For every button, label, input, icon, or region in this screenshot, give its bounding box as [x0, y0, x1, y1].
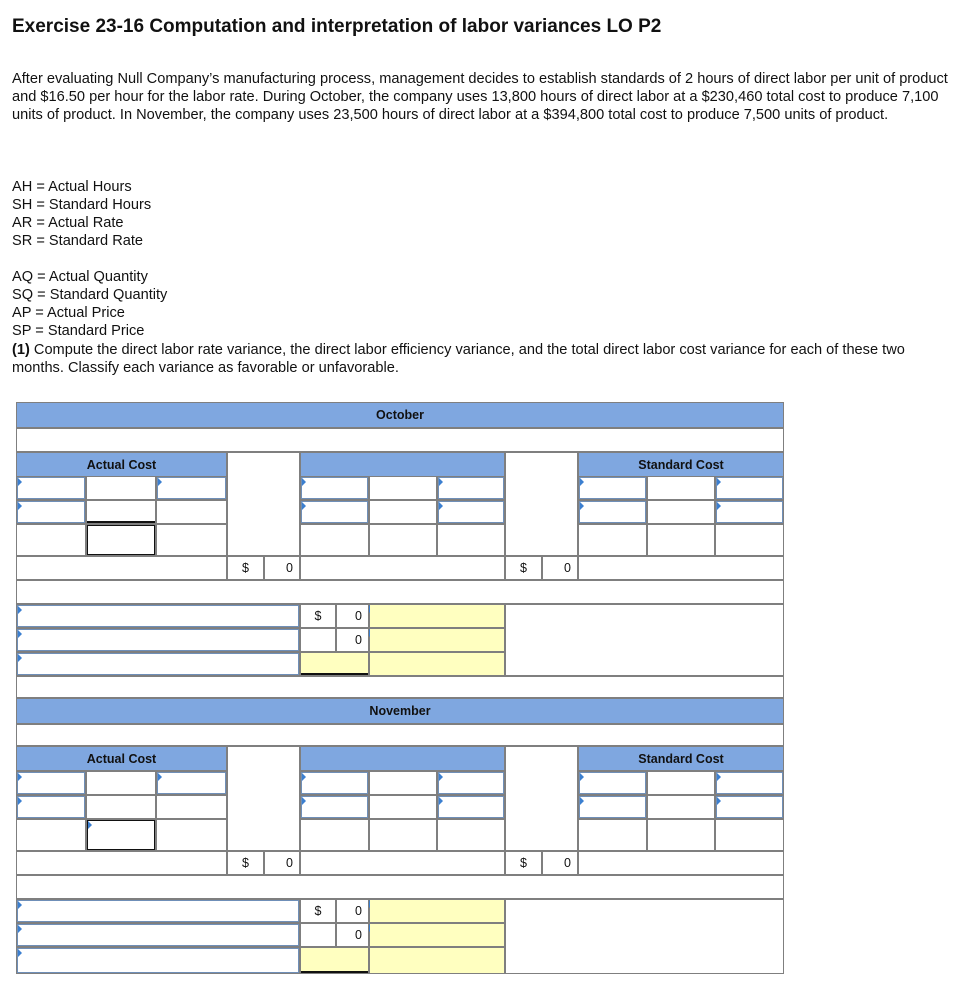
nov-total-variance-classification[interactable] — [370, 948, 504, 973]
nov-total-variance-value[interactable] — [301, 948, 368, 973]
nov-mid-cell-b — [370, 820, 436, 850]
nov-totals-blank-b — [301, 852, 504, 874]
nov-middle-header — [301, 747, 504, 770]
variance-worksheet — [16, 402, 784, 974]
nov-rate-variance-currency: $ — [301, 900, 335, 922]
nov-std-sh-value[interactable] — [648, 772, 714, 794]
nov-rate-variance-classification[interactable] — [370, 900, 504, 922]
problem-intro: After evaluating Null Company’s manufacturing process, management decides to establish standards of 2 hours of direct labor per unit of product and $16.50 per hour for the labor rate. During October, the company uses 13,800 hours of direct labor at a $230,460 total cost to produce 7,100 units of product. In November, the company uses 23,500 hours of direct labor at a $394,800 total cost to produce 7,500 units of product. — [12, 71, 948, 123]
nov-rate-variance-label[interactable] — [17, 900, 299, 922]
nov-std-cell-a — [579, 820, 646, 850]
oct-std-sr-label[interactable] — [579, 501, 646, 523]
nov-std-sh-label[interactable] — [579, 772, 646, 794]
oct-mid-ah-label[interactable] — [301, 477, 368, 499]
spacer-row — [17, 429, 783, 451]
nov-actual-total-input[interactable] — [87, 820, 155, 850]
question-1 — [12, 341, 956, 377]
nov-total-variance-label[interactable] — [17, 948, 299, 973]
oct-std-sh-label[interactable] — [579, 477, 646, 499]
oct-rate-variance-currency: $ — [301, 605, 335, 627]
oct-mid-blank[interactable] — [438, 501, 504, 523]
spacer-row — [17, 876, 783, 898]
oct-std-sh-value[interactable] — [648, 477, 714, 499]
oct-actual-cell — [157, 525, 226, 555]
spacer-row — [17, 725, 783, 745]
oct-actual-total-blank — [228, 453, 299, 555]
oct-mid-sr-input[interactable] — [370, 501, 436, 523]
oct-standard-total-blank — [506, 453, 577, 555]
oct-total-variance-classification[interactable] — [370, 653, 504, 675]
oct-rate-variance-label[interactable] — [17, 605, 299, 627]
spacer-row — [17, 581, 783, 603]
page-title: Exercise 23-16 Computation and interpretation of labor variances LO P2 — [12, 16, 662, 37]
nov-efficiency-variance-classification[interactable] — [370, 924, 504, 946]
oct-actual-ar-value[interactable] — [157, 477, 226, 499]
oct-standard-total-value: 0 — [543, 557, 577, 579]
nov-mid-cell-a — [301, 820, 368, 850]
oct-totals-blank-c — [579, 557, 783, 579]
spacer-row — [17, 677, 783, 697]
nov-actual-ah-label[interactable] — [17, 772, 85, 794]
oct-std-cell-c — [716, 525, 783, 555]
nov-actual-total-blank — [228, 747, 299, 850]
nov-efficiency-spacer — [301, 924, 335, 946]
abbr-ap: AP = Actual Price — [12, 305, 125, 321]
oct-mid-cell-c — [438, 525, 504, 555]
abbr-sp: SP = Standard Price — [12, 323, 145, 339]
nov-actual-ar-input[interactable] — [87, 796, 155, 818]
nov-actual-ar-label[interactable] — [17, 796, 85, 818]
oct-total-variance-label[interactable] — [17, 653, 299, 675]
oct-std-blank[interactable] — [716, 501, 783, 523]
nov-actual-total-value: 0 — [265, 852, 299, 874]
oct-actual-ar-input[interactable] — [87, 501, 155, 523]
nov-efficiency-variance-value: 0 — [337, 924, 368, 946]
nov-standard-total-currency: $ — [506, 852, 541, 874]
oct-actual-total-input[interactable] — [87, 525, 155, 555]
nov-totals-blank-a — [17, 852, 226, 874]
oct-totals-blank-a — [17, 557, 226, 579]
oct-efficiency-variance-value: 0 — [337, 629, 368, 651]
nov-actual-total-label — [17, 820, 85, 850]
nov-actual-cell — [157, 820, 226, 850]
oct-std-sr-input[interactable] — [648, 501, 714, 523]
oct-variance-blank — [506, 605, 783, 675]
nov-std-cell-c — [716, 820, 783, 850]
nov-actual-total-currency: $ — [228, 852, 263, 874]
nov-mid-cell-c — [438, 820, 504, 850]
question-text: Compute the direct labor rate variance, the direct labor efficiency variance, and the total direct labor cost variance for each of these two months. Classify each variance as favorable or unfavorable. — [12, 342, 905, 376]
nov-std-cell-b — [648, 820, 714, 850]
oct-actual-total-currency: $ — [228, 557, 263, 579]
nov-std-sr-label[interactable] — [579, 796, 646, 818]
nov-mid-sr-input[interactable] — [370, 796, 436, 818]
oct-actual-ar-label[interactable] — [17, 501, 85, 523]
nov-standard-cost-header: Standard Cost — [579, 747, 783, 770]
nov-variance-blank — [506, 900, 783, 973]
oct-efficiency-variance-label[interactable] — [17, 629, 299, 651]
oct-actual-cost-header: Actual Cost — [17, 453, 226, 476]
nov-efficiency-variance-label[interactable] — [17, 924, 299, 946]
question-number: (1) — [12, 342, 30, 358]
oct-actual-ah-label[interactable] — [17, 477, 85, 499]
oct-mid-cell-b — [370, 525, 436, 555]
nov-standard-total-value: 0 — [543, 852, 577, 874]
abbr-aq: AQ = Actual Quantity — [12, 269, 148, 285]
oct-mid-sr-label[interactable] — [301, 501, 368, 523]
nov-mid-blank[interactable] — [438, 796, 504, 818]
nov-totals-blank-c — [579, 852, 783, 874]
oct-standard-total-currency: $ — [506, 557, 541, 579]
oct-actual-ah-value[interactable] — [87, 477, 155, 499]
oct-mid-cell-a — [301, 525, 368, 555]
oct-actual-total-value: 0 — [265, 557, 299, 579]
nov-mid-ah-value[interactable] — [370, 772, 436, 794]
nov-standard-total-blank — [506, 747, 577, 850]
oct-actual-blank — [157, 501, 226, 523]
october-header: October — [17, 403, 783, 427]
nov-mid-ah-label[interactable] — [301, 772, 368, 794]
oct-std-cell-b — [648, 525, 714, 555]
nov-actual-ar-value[interactable] — [157, 772, 226, 794]
nov-std-sr-value[interactable] — [716, 772, 783, 794]
nov-actual-ah-value[interactable] — [87, 772, 155, 794]
oct-totals-blank-b — [301, 557, 504, 579]
oct-efficiency-spacer — [301, 629, 335, 651]
november-header: November — [17, 699, 783, 723]
abbreviation-list-quantity — [12, 268, 167, 340]
abbr-sq: SQ = Standard Quantity — [12, 287, 168, 303]
oct-rate-variance-classification[interactable] — [370, 605, 504, 627]
nov-actual-blank — [157, 796, 226, 818]
oct-actual-total-label — [17, 525, 85, 555]
oct-mid-ah-value[interactable] — [370, 477, 436, 499]
nov-mid-sr-label[interactable] — [301, 796, 368, 818]
oct-middle-header — [301, 453, 504, 476]
nov-mid-sr-value[interactable] — [438, 772, 504, 794]
abbr-ar: AR = Actual Rate — [12, 215, 124, 231]
nov-std-blank[interactable] — [716, 796, 783, 818]
nov-rate-variance-value: 0 — [337, 900, 368, 922]
oct-std-sr-value[interactable] — [716, 477, 783, 499]
nov-std-sr-input[interactable] — [648, 796, 714, 818]
abbr-sh: SH = Standard Hours — [12, 197, 152, 213]
oct-standard-cost-header: Standard Cost — [579, 453, 783, 476]
abbr-sr: SR = Standard Rate — [12, 233, 144, 249]
oct-std-cell-a — [579, 525, 646, 555]
oct-total-variance-value[interactable] — [301, 653, 368, 675]
oct-mid-sr-value[interactable] — [438, 477, 504, 499]
nov-actual-cost-header: Actual Cost — [17, 747, 226, 770]
abbr-ah: AH = Actual Hours — [12, 179, 132, 195]
oct-rate-variance-value: 0 — [337, 605, 368, 627]
oct-efficiency-variance-classification[interactable] — [370, 629, 504, 651]
abbreviation-list-hours — [12, 178, 151, 250]
